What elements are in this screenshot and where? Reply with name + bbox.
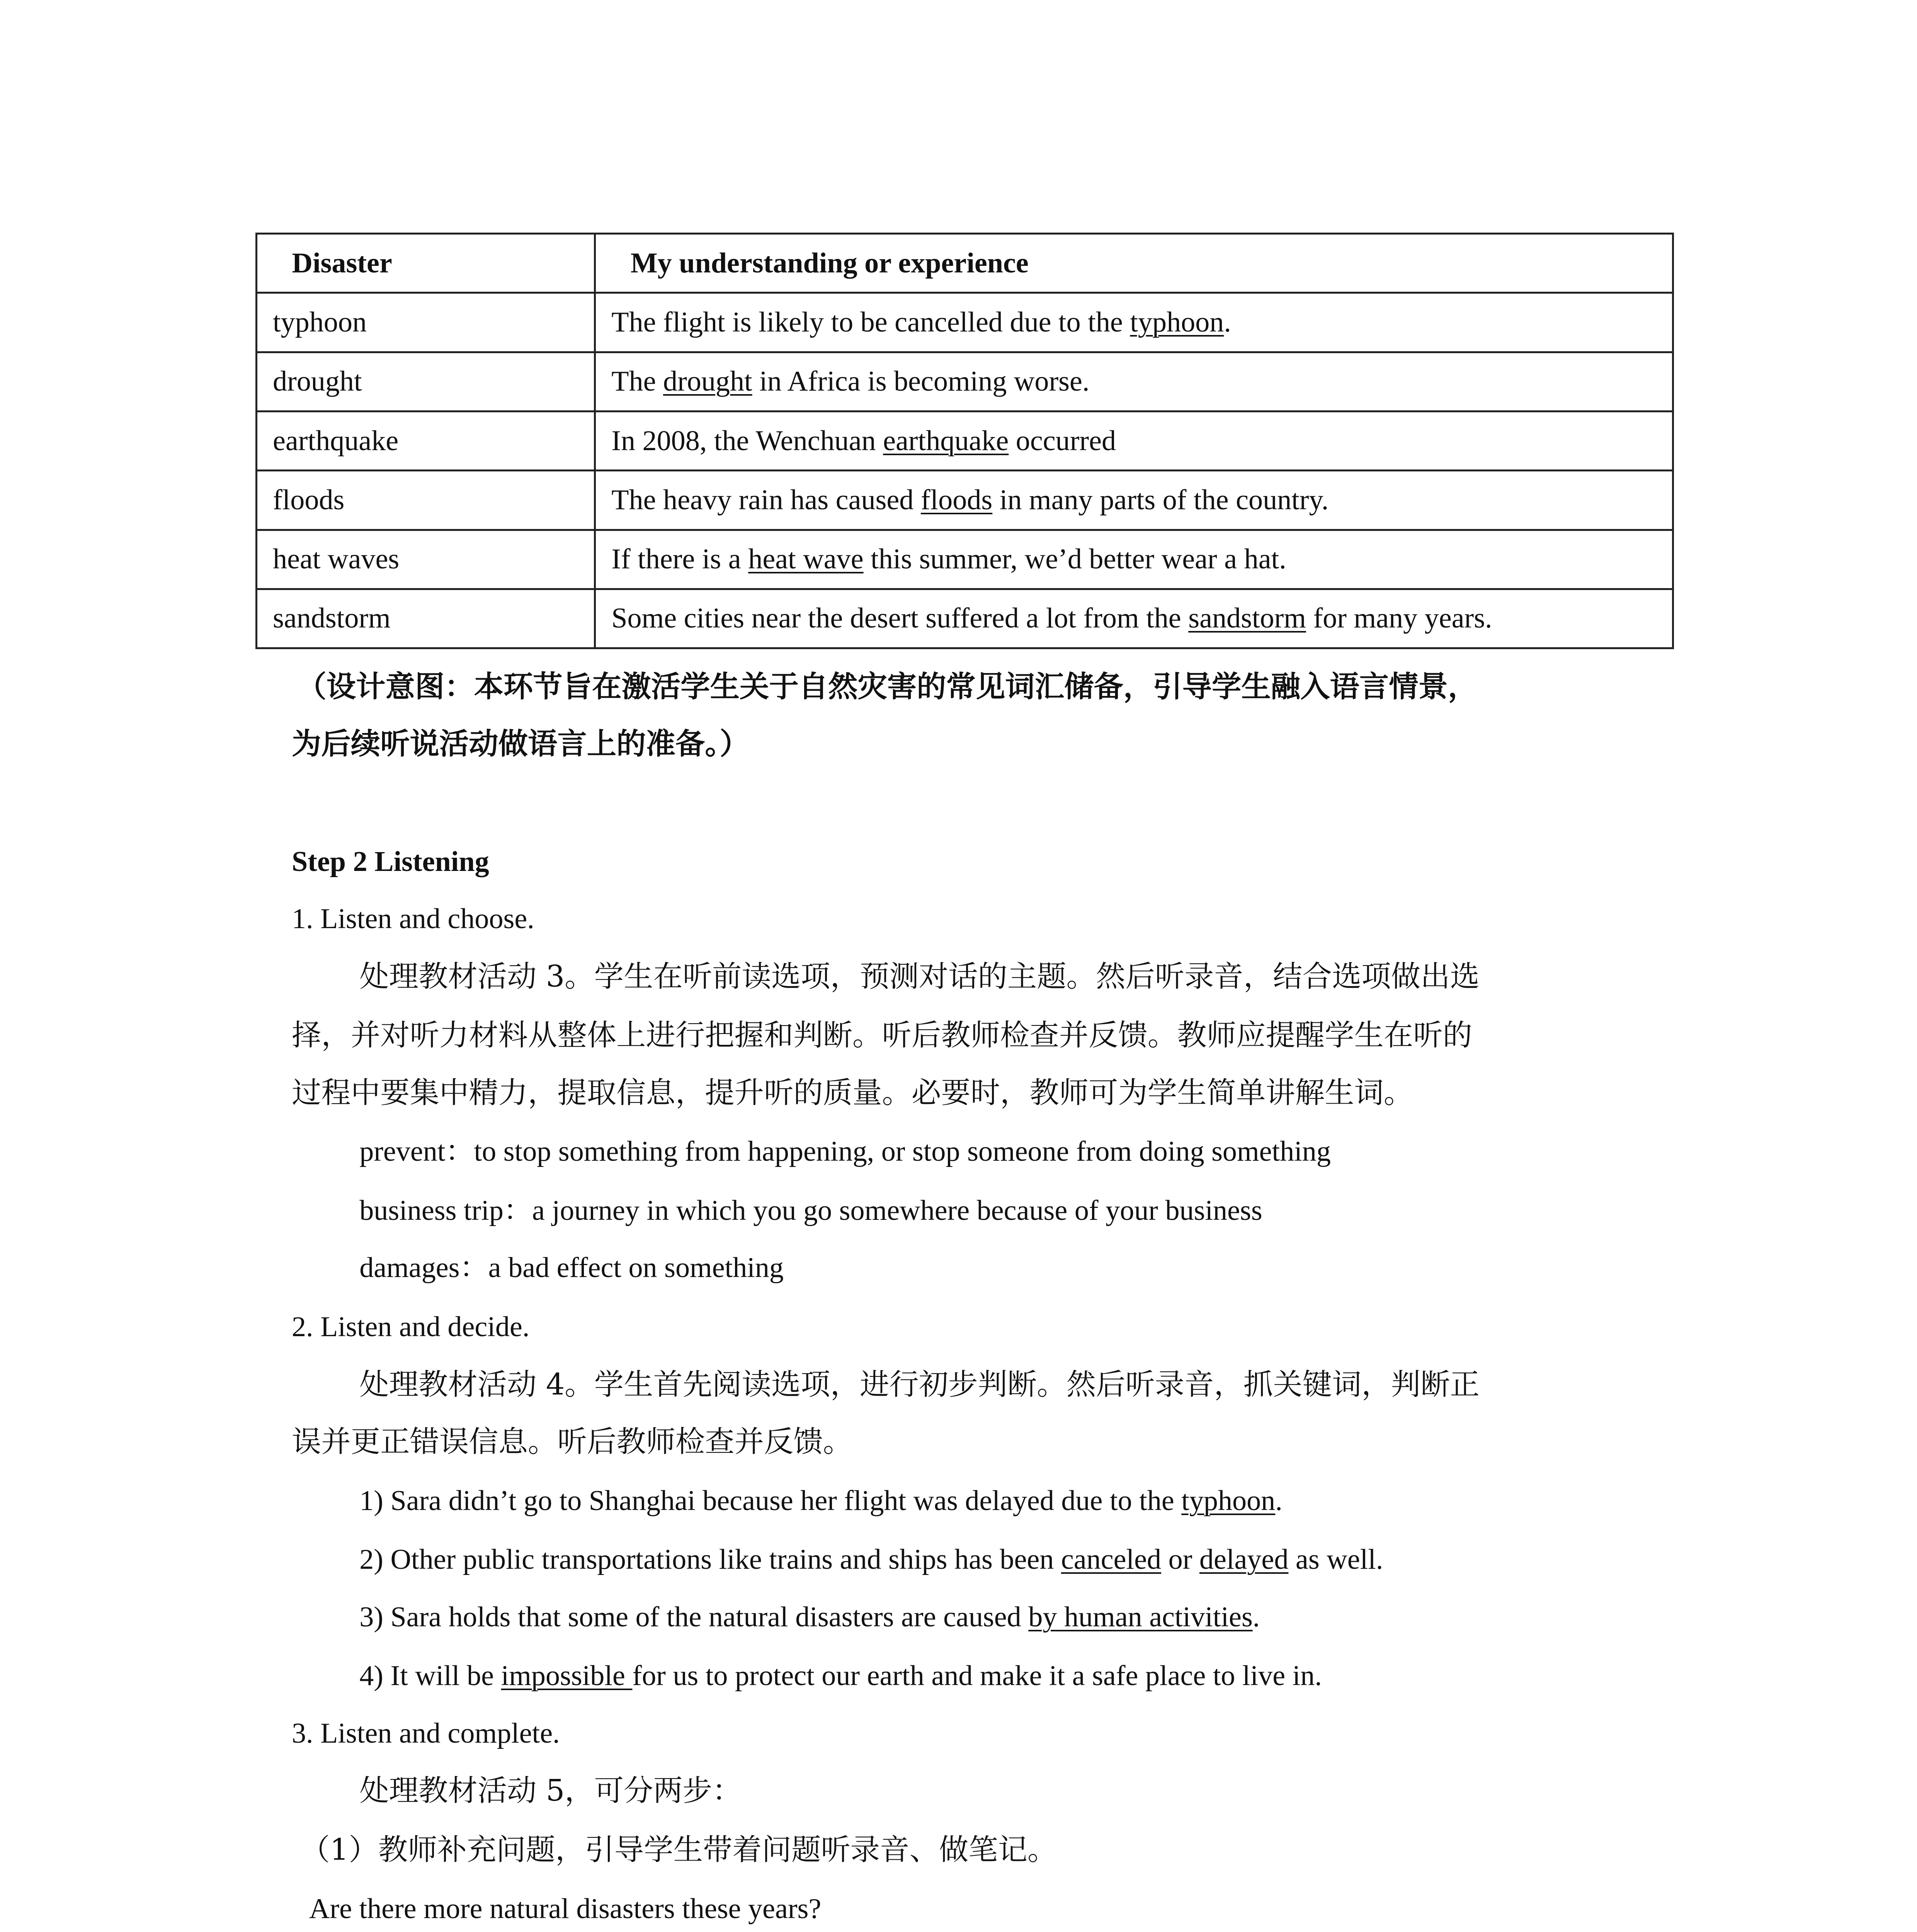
part1-paragraph-line1: 处理教材活动 3。学生在听前读选项，预测对话的主题。然后听录音，结合选项做出选 <box>359 959 1480 994</box>
table-row <box>256 589 1673 648</box>
example-cell: In 2008, the Wenchuan earthquake occurred <box>595 411 1673 470</box>
statement-1: 1) Sara didn’t go to Shanghai because her flight was delayed due to the typhoon. <box>359 1485 1283 1517</box>
gloss-business-trip: business trip：a journey in which you go somewhere because of your business <box>359 1195 1262 1227</box>
disaster-vocabulary-table <box>255 233 1674 649</box>
part1-paragraph-line3: 过程中要集中精力，提取信息，提升听的质量。必要时，教师可为学生简单讲解生词。 <box>291 1075 1414 1110</box>
example-cell: The flight is likely to be cancelled due to the typhoon. <box>595 293 1673 352</box>
gloss-prevent: prevent：to stop something from happening, or stop someone from doing something <box>359 1136 1331 1168</box>
disaster-cell: drought <box>256 352 595 411</box>
disaster-cell: sandstorm <box>256 589 595 648</box>
table-row <box>256 530 1673 589</box>
part2-paragraph-line2: 误并更正错误信息。听后教师检查并反馈。 <box>291 1424 853 1459</box>
table-row <box>256 352 1673 411</box>
example-cell: Some cities near the desert suffered a lot from the sandstorm for many years. <box>595 589 1673 648</box>
disaster-cell: earthquake <box>256 411 595 470</box>
statement-3: 3) Sara holds that some of the natural disasters are caused by human activities. <box>359 1601 1260 1633</box>
table-row <box>256 471 1673 530</box>
table-row <box>256 293 1673 352</box>
part1-paragraph-line2: 择，并对听力材料从整体上进行把握和判断。听后教师检查并反馈。教师应提醒学生在听的 <box>291 1018 1472 1053</box>
part1-heading: 1. Listen and choose. <box>291 903 534 935</box>
part2-paragraph-line1: 处理教材活动 4。学生首先阅读选项，进行初步判断。然后听录音，抓关键词，判断正 <box>359 1367 1480 1402</box>
part3-paragraph: 处理教材活动 5，可分两步： <box>359 1774 742 1808</box>
header-disaster: Disaster <box>256 234 595 293</box>
disaster-cell: typhoon <box>256 293 595 352</box>
statement-4: 4) It will be impossible for us to protect our earth and make it a safe place to live in. <box>359 1660 1322 1692</box>
example-cell: If there is a heat wave this summer, we’d better wear a hat. <box>595 530 1673 589</box>
table-header-row <box>256 234 1673 293</box>
example-cell: The heavy rain has caused floods in many parts of the country. <box>595 471 1673 530</box>
example-cell: The drought in Africa is becoming worse. <box>595 352 1673 411</box>
disaster-cell: heat waves <box>256 530 595 589</box>
part3-substep-1: （1）教师补充问题，引导学生带着问题听录音、做笔记。 <box>300 1832 1057 1867</box>
statement-2: 2) Other public transportations like trains and ships has been canceled or delayed as well. <box>359 1544 1383 1576</box>
table-row <box>256 411 1673 470</box>
part2-heading: 2. Listen and decide. <box>291 1311 530 1343</box>
question-1: Are there more natural disasters these years? <box>309 1893 822 1925</box>
part3-heading: 3. Listen and complete. <box>291 1717 560 1749</box>
design-intent-1-line2: 为后续听说活动做语言上的准备。） <box>291 726 749 762</box>
step2-title: Step 2 Listening <box>291 845 489 878</box>
disaster-cell: floods <box>256 471 595 530</box>
gloss-damages: damages：a bad effect on something <box>359 1252 784 1284</box>
header-understanding: My understanding or experience <box>595 234 1673 293</box>
design-intent-1-line1: （设计意图：本环节旨在激活学生关于自然灾害的常见词汇储备，引导学生融入语言情景， <box>297 669 1478 704</box>
